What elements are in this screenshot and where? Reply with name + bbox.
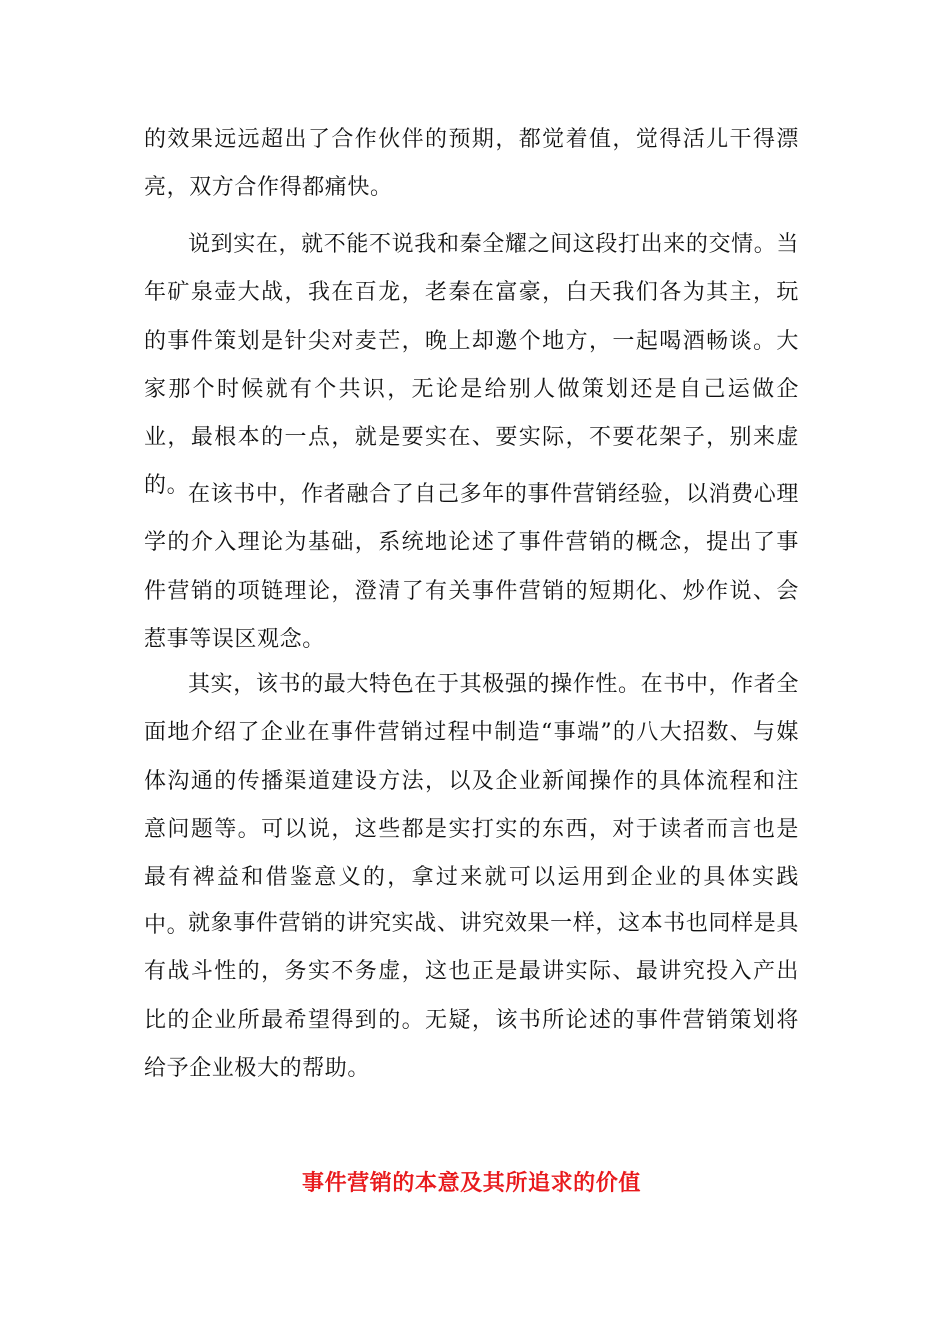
- paragraph-friendship: 说到实在，就不能不说我和秦全耀之间这段打出来的交情。当年矿泉壶大战，我在百龙，老秦在富豪，白天我们各为其主，玩的事件策划是针尖对麦芒，晚上却邀个地方，一起喝酒畅谈。大家那个时候就有个共识，无论是给别人做策划还是自己运做企业，最根本的一点，就是要实在、要实际，不要花架子，别来虚的。: [144, 232, 799, 499]
- paragraph-continuation: 的效果远远超出了合作伙伴的预期，都觉着值，觉得活儿干得漂亮，双方合作得都痛快。: [144, 127, 799, 201]
- paragraph-book-content: 在该书中，作者融合了自己多年的事件营销经验，以消费心理学的介入理论为基础，系统地论述了事件营销的概念，提出了事件营销的项链理论，澄清了有关事件营销的短期化、炒作说、会惹事等误区观念。: [144, 482, 799, 652]
- paragraph-conclusion: 就象事件营销的讲究实战、讲究效果一样，这本书也同样是具有战斗性的，务实不务虚，这也正是最讲实际、最讲究投入产出比的企业所最希望得到的。无疑，该书所论述的事件营销策划将给予企业极大的帮助。: [144, 911, 799, 1081]
- section-heading: 事件营销的本意及其所追求的价值: [301, 1170, 641, 1196]
- paragraph-operability: 其实，该书的最大特色在于其极强的操作性。在书中，作者全面地介绍了企业在事件营销过程中制造“事端”的八大招数、与媒体沟通的传播渠道建设方法，以及企业新闻操作的具体流程和注意问题等。可以说，这些都是实打实的东西，对于读者而言也是最有裨益和借鉴意义的，拿过来就可以运用到企业的具体实践中。: [144, 672, 799, 939]
